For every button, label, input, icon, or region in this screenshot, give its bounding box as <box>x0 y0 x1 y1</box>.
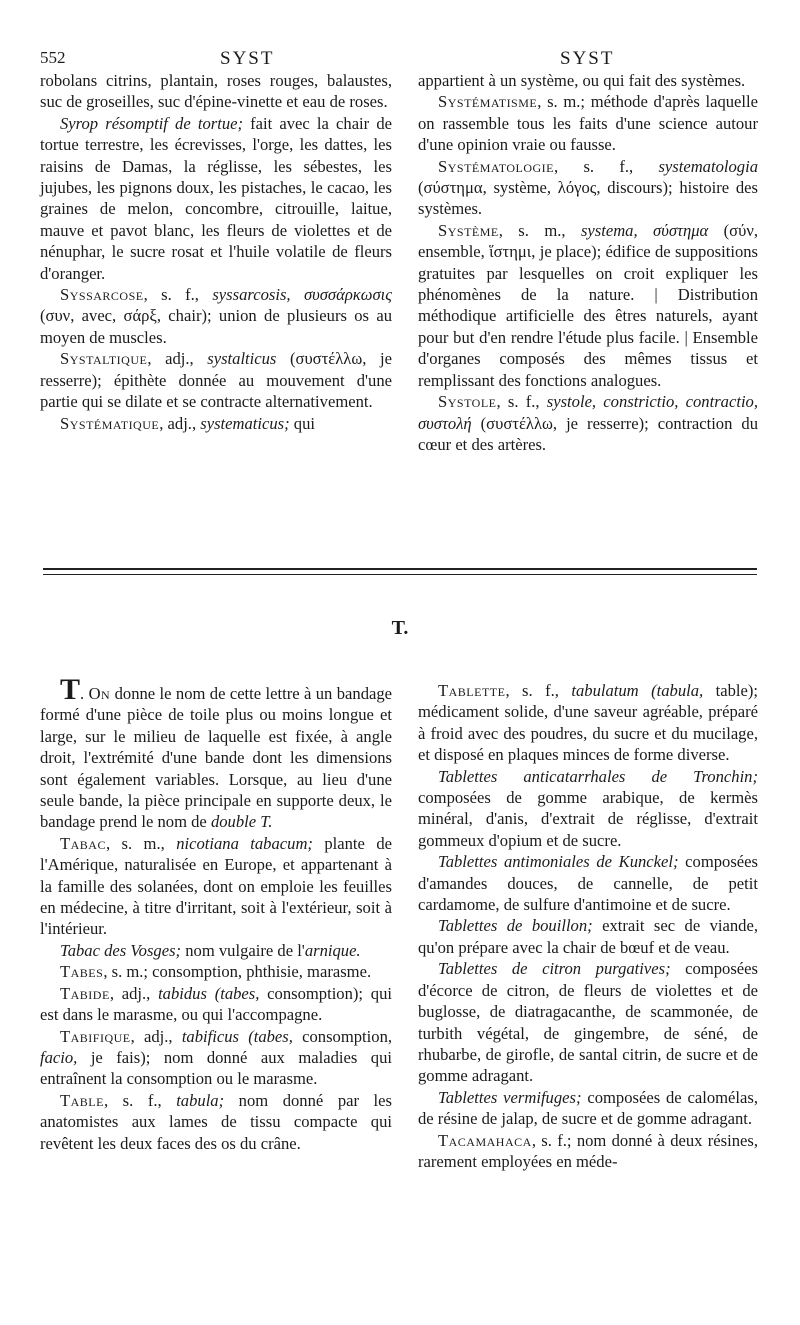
entry-text: , adj., <box>109 983 159 1003</box>
entry-italic-text: double T. <box>210 812 273 832</box>
entry-italic-text: tabulatum (tabula, <box>571 681 704 700</box>
entry-text: je fais); nom donné aux maladies qui entraînent la consomption ou le marasme. <box>40 1047 392 1089</box>
entry-headword: Systaltique <box>60 349 148 369</box>
entry-italic-text: systematologia <box>658 156 758 176</box>
entry-italic-text: facio, <box>40 1047 78 1067</box>
entry-text: , s. m., <box>498 220 581 240</box>
entry-text: , s. f., <box>554 156 659 176</box>
bottom-right-column <box>418 680 758 1172</box>
entry-text: extrait sec de viande, qu'on prépare avec la chair de bœuf et de veau. <box>418 916 758 957</box>
entry-text: nom donné par les anatomistes aux lames de tissu compacte qui revêtent les deux faces des os du crâne. <box>40 1090 392 1153</box>
entry-italic-text: Tablettes anticatarrhales de Tronchin; <box>438 766 758 786</box>
dictionary-entry <box>418 680 758 766</box>
section-letter-heading: T. <box>391 617 409 639</box>
dictionary-entry <box>418 156 758 220</box>
entry-text: fait avec la chair de tortue terrestre, les écrevisses, l'orge, les dattes, les raisins de Damas, la réglisse, les sébestes, les jujubes, les pignons doux, les pistaches, le cacao, les graines de melon, concombre, citrouille, laitue, mauve et pavot blanc, les fleurs de violettes et de nénuphar, le sucre rosat et l'huile volatile de fleurs d'oranger. <box>40 113 392 283</box>
entry-headword: Systématique <box>60 413 160 433</box>
entry-headword: On <box>88 684 111 703</box>
entry-italic-text: syssarcosis, συσσάρκωσις <box>212 285 392 305</box>
entry-italic-text: tabidus (tabes, <box>158 983 260 1003</box>
dictionary-entry <box>40 413 392 434</box>
dictionary-entry <box>418 766 758 852</box>
entry-headword: Tabac <box>60 833 106 853</box>
dictionary-entry <box>40 70 392 113</box>
entry-headword: Tablette <box>438 681 506 700</box>
entry-text: , s. m.; méthode d'après laquelle on rassemble tous les faits d'une science autour d'une opinion vraie ou fausse. <box>418 92 758 155</box>
entry-headword: Système <box>438 220 499 240</box>
entry-italic-text: systole, constrictio, contractio, συστολή <box>418 392 758 433</box>
right-running-head: SYST <box>560 48 615 69</box>
dictionary-entry <box>418 915 758 958</box>
entry-italic-text: tabificus (tabes, <box>181 1026 293 1046</box>
entry-text: nom vulgaire de l' <box>181 940 305 960</box>
entry-text: (σύστημα, système, λόγος, discours); histoire des systèmes. <box>418 178 758 219</box>
entry-text: composées d'écorce de citron, de fleurs de violettes et de buglosse, de diatragacanthe, de scammonée, de turbith végétal, de gingembre, de séné, de rhubarbe, de girofle, de santal citrin, de sucre et de gomme adragant. <box>418 959 758 1086</box>
entry-italic-text: Tabac des Vosges; <box>60 940 182 960</box>
entry-text: donne le nom de cette lettre à un bandage formé d'une pièce de toile plus ou moins longue et large, sur le milieu de laquelle est fixée, à angle droit, l'extrémité d'une bande dont les dimensions sont également variables. Lorsque, au lieu d'une seule bande, la pièce principale en supporte deux, le bandage prend le nom de <box>40 684 393 832</box>
entry-text: , s. m., <box>105 833 177 853</box>
entry-text: , adj., <box>147 349 208 369</box>
entry-text: composées d'amandes douces, de cannelle, de petit cardamome, de sulfure d'antimoine et de sucre. <box>418 852 758 915</box>
entry-headword: Tacamahaca <box>438 1130 532 1150</box>
entry-text: consomption); qui est dans le marasme, ou qui l'accompagne. <box>40 983 393 1025</box>
entry-text: , adj., <box>130 1026 182 1046</box>
entry-text: (συστέλλω, je resserre); contraction du cœur et des artères. <box>418 413 758 454</box>
dictionary-entry <box>418 391 758 455</box>
entry-italic-text: tabula; <box>176 1090 225 1110</box>
dictionary-entry <box>418 91 758 155</box>
dictionary-entry <box>418 958 758 1086</box>
entry-headword: Table <box>60 1090 104 1110</box>
entry-text: composées de gomme arabique, de kermès minéral, d'anis, d'extrait de réglisse, d'extrait gommeux d'opium et de sucre. <box>418 788 758 850</box>
dictionary-entry <box>40 961 392 982</box>
entry-italic-text: Syrop résomptif de tortue; <box>60 113 244 133</box>
dictionary-entry <box>418 851 758 915</box>
dictionary-entry <box>40 983 392 1026</box>
entry-text: , s. f., <box>505 681 572 700</box>
entry-text: , s. f.; nom donné à deux résines, rarement employées en méde- <box>418 1130 758 1171</box>
bottom-left-column <box>40 673 393 1154</box>
entry-italic-text: Tablettes vermifuges; <box>438 1087 582 1107</box>
entry-italic-text: systema, σύστημα <box>580 220 709 240</box>
entry-headword: Systématologie <box>438 156 555 176</box>
entry-text: , adj., <box>159 413 201 433</box>
dictionary-entry <box>40 113 392 284</box>
dictionary-entry <box>418 70 758 91</box>
left-running-head: SYST <box>220 48 275 69</box>
entry-text: . <box>80 684 89 703</box>
entry-text: , s. f., <box>103 1090 177 1110</box>
dictionary-entry <box>40 673 393 833</box>
entry-text: table); médicament solide, d'une saveur agréable, préparé à froid avec des poudres, du sucre et du mucilage, et disposé en plaques minces de forme diverse. <box>418 681 759 765</box>
section-divider-thick <box>43 568 757 570</box>
entry-italic-text: arnique. <box>304 940 361 960</box>
entry-text: (συστέλλω, je resserre); épithète donnée au mouvement d'une partie qui se dilate et se contracte alternativement. <box>40 349 392 412</box>
dictionary-entry <box>418 1087 758 1130</box>
entry-italic-text: Tablettes antimoniales de Kunckel; <box>438 852 679 872</box>
section-divider-thin <box>43 574 757 575</box>
entry-headword: Tabes <box>60 962 104 982</box>
entry-headword: Tabifique <box>60 1026 131 1046</box>
dictionary-entry <box>418 220 758 391</box>
top-right-column <box>418 70 758 455</box>
entry-italic-text: nicotiana tabacum; <box>176 833 313 853</box>
entry-text: , s. f., <box>496 392 547 412</box>
entry-headword: Systématisme <box>438 92 538 112</box>
entry-text: qui <box>289 413 316 433</box>
entry-text: robolans citrins, plantain, roses rouges, balaustes, suc de groseilles, suc d'épine-vinette et eau de roses. <box>40 71 392 112</box>
entry-text: consomption, <box>292 1026 393 1046</box>
entry-headword: Systole <box>438 392 497 412</box>
entry-italic-text: systematicus; <box>200 413 290 433</box>
entry-text: , s. f., <box>143 285 213 305</box>
entry-italic-text: systalticus <box>207 349 277 369</box>
entry-text: appartient à un système, ou qui fait des systèmes. <box>418 71 746 90</box>
dictionary-entry <box>40 348 392 412</box>
entry-italic-text: Tablettes de citron purgatives; <box>438 959 671 979</box>
dictionary-entry <box>40 833 392 940</box>
entry-text: , s. m.; consomption, phthisie, marasme. <box>103 962 372 982</box>
page-number: 552 <box>40 48 66 67</box>
entry-text: plante de l'Amérique, naturalisée en Europe, et appartenant à la famille des solanées, dont on emploie les feuilles en médecine, à titre d'irritant, soit à l'extérieur, soit à l'intérieur. <box>40 833 392 939</box>
entry-headword: Tabide <box>60 983 110 1003</box>
entry-headword: Syssarcose <box>60 285 144 305</box>
dictionary-entry <box>40 284 392 348</box>
entry-text: (σύν, ensemble, ἵστημι, je place); édifice de suppositions gratuites par lesquelles on croit expliquer les phénomènes de la nature. | Distribution méthodique artificielle des êtres naturels, ayant pour but d'en rendre l'étude plus facile. | Ensemble d'organes composés des mêmes tissus et remplissant des fonctions analogues. <box>418 220 758 390</box>
top-left-column <box>40 70 392 434</box>
entry-text: (συν, avec, σάρξ, chair); union de plusieurs os au moyen de muscles. <box>40 306 392 347</box>
entry-text: composées de calomélas, de résine de jalap, de sucre et de gomme adragant. <box>418 1087 758 1129</box>
dictionary-entry <box>40 1090 392 1154</box>
entry-italic-text: Tablettes de bouillon; <box>438 916 593 936</box>
dictionary-entry <box>40 940 392 961</box>
dictionary-entry <box>40 1026 392 1090</box>
dictionary-entry <box>418 1130 758 1173</box>
running-header <box>40 40 760 70</box>
drop-capital: T <box>60 673 81 706</box>
